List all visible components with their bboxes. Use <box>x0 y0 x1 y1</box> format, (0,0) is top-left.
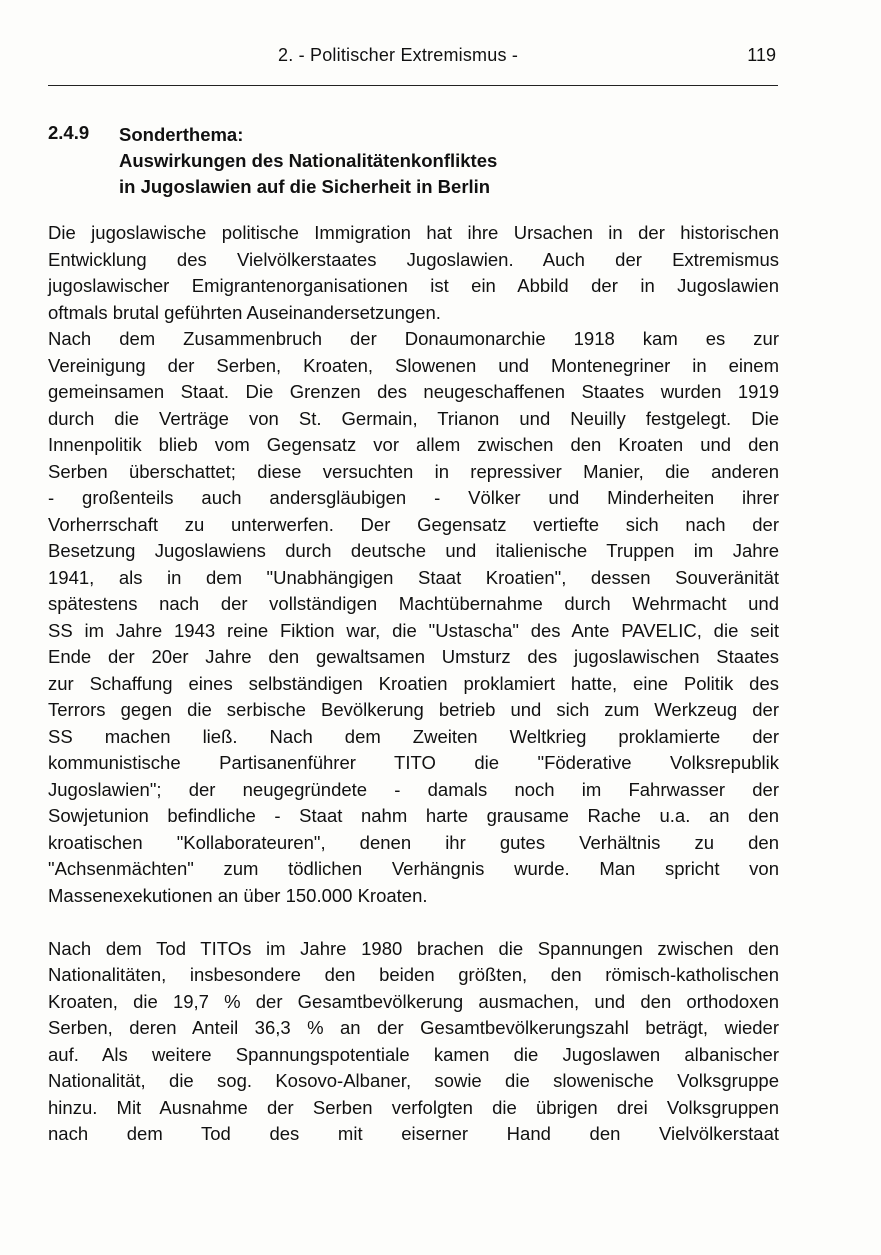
text-line: Kroaten, die 19,7 % der Gesamtbevölkerung ausmachen, und den orthodoxen <box>48 990 779 1012</box>
text-line: kroatischen "Kollaborateuren", denen ihr gutes Verhältnis zu den <box>48 831 779 853</box>
text-line: oftmals brutal geführten Auseinandersetzungen. <box>48 301 441 323</box>
running-header-title: 2. - Politischer Extremismus - <box>278 45 519 65</box>
text-line: hinzu. Mit Ausnahme der Serben verfolgten die übrigen drei Volksgruppen <box>48 1096 779 1118</box>
text-line: kommunistische Partisanenführer TITO die "Föderative Volksrepublik <box>48 752 779 773</box>
text-line: Nationalitäten, insbesondere den beiden größten, den römisch-katholischen <box>48 964 779 985</box>
header-rule <box>48 85 778 86</box>
text-line: Vorherrschaft zu unterwerfen. Der Gegensatz vertiefte sich nach der <box>48 513 779 535</box>
text-line: SS im Jahre 1943 reine Fiktion war, die "Ustascha" des Ante PAVELIC, die seit <box>48 619 779 641</box>
text-line: 1941, als in dem "Unabhängigen Staat Kroatien", dessen Souveränität <box>48 566 779 588</box>
text-line: Nach dem Tod TITOs im Jahre 1980 brachen die Spannungen zwischen den <box>48 937 779 959</box>
section-title <box>119 122 497 200</box>
text-line: zur Schaffung eines selbständigen Kroatien proklamiert hatte, eine Politik des <box>48 672 779 694</box>
text-line: Massenexekutionen an über 150.000 Kroaten. <box>48 884 428 906</box>
section-number: 2.4.9 <box>48 122 90 143</box>
text-line: Vereinigung der Serben, Kroaten, Slowenen und Montenegriner in einem <box>48 354 779 376</box>
text-line: SS machen ließ. Nach dem Zweiten Weltkrieg proklamierte der <box>48 725 779 747</box>
paragraph-2 <box>48 326 779 909</box>
page-number: 119 <box>747 45 776 65</box>
section-title-line: Auswirkungen des Nationalitätenkonfliktes <box>119 150 498 171</box>
text-line: Jugoslawien"; der neugegründete - damals noch im Fahrwasser der <box>48 778 779 800</box>
body-text <box>48 220 779 1148</box>
text-line: durch die Verträge von St. Germain, Trianon und Neuilly festgelegt. Die <box>48 407 779 429</box>
text-line: jugoslawischer Emigrantenorganisationen ist ein Abbild der in Jugoslawien <box>48 275 779 296</box>
text-line: Nach dem Zusammenbruch der Donaumonarchie 1918 kam es zur <box>48 328 779 349</box>
text-line: Sowjetunion befindliche - Staat nahm harte grausame Rache u.a. an den <box>48 805 779 826</box>
text-line: Nationalität, die sog. Kosovo-Albaner, sowie die slowenische Volksgruppe <box>48 1070 779 1091</box>
text-line: "Achsenmächten" zum tödlichen Verhängnis wurde. Man spricht von <box>48 858 779 879</box>
text-line: Serben überschattet; diese versuchten in repressiver Manier, die anderen <box>48 460 779 482</box>
text-line: Ende der 20er Jahre den gewaltsamen Umsturz des jugoslawischen Staates <box>48 646 779 667</box>
text-line: - großenteils auch andersgläubigen - Völker und Minderheiten ihrer <box>48 487 779 508</box>
text-line: Die jugoslawische politische Immigration hat ihre Ursachen in der historischen <box>48 222 779 243</box>
running-header <box>48 45 778 75</box>
paragraph-1 <box>48 220 779 326</box>
paragraph-gap <box>48 909 779 936</box>
section-title-line: in Jugoslawien auf die Sicherheit in Berlin <box>119 176 491 197</box>
text-line: Serben, deren Anteil 36,3 % an der Gesamtbevölkerungszahl beträgt, wieder <box>48 1017 779 1038</box>
text-line: Terrors gegen die serbische Bevölkerung betrieb und sich zum Werkzeug der <box>48 699 779 720</box>
text-line: Besetzung Jugoslawiens durch deutsche und italienische Truppen im Jahre <box>48 540 779 561</box>
text-line: Innenpolitik blieb vom Gegensatz vor allem zwischen den Kroaten und den <box>48 434 779 455</box>
text-line: nach dem Tod des mit eiserner Hand den Vielvölkerstaat <box>48 1123 779 1144</box>
text-line: spätestens nach der vollständigen Machtübernahme durch Wehrmacht und <box>48 593 779 614</box>
section-title-line: Sonderthema: <box>119 124 244 145</box>
text-line: auf. Als weitere Spannungspotentiale kamen die Jugoslawen albanischer <box>48 1043 779 1065</box>
paragraph-3 <box>48 936 779 1148</box>
text-line: Entwicklung des Vielvölkerstaates Jugoslawien. Auch der Extremismus <box>48 248 779 270</box>
text-line: gemeinsamen Staat. Die Grenzen des neugeschaffenen Staates wurden 1919 <box>48 381 779 402</box>
